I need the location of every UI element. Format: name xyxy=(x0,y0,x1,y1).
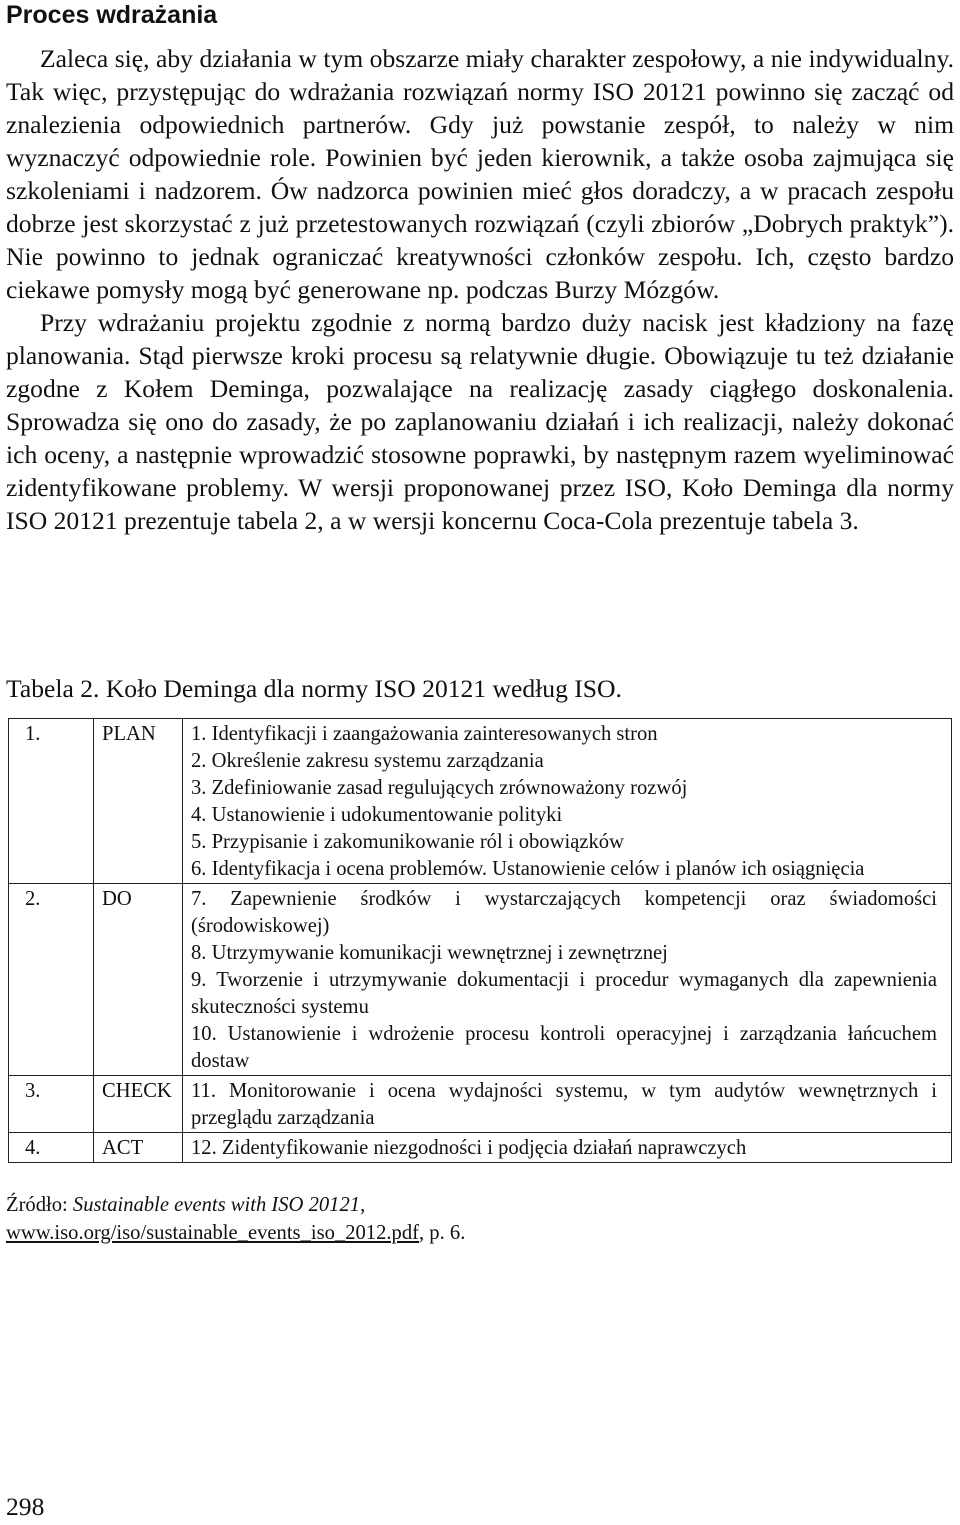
phase-items xyxy=(183,1076,952,1133)
phase-item: 3. Zdefiniowanie zasad regulujących zrównoważony rozwój xyxy=(191,777,688,799)
phase-item: 8. Utrzymywanie komunikacji wewnętrznej i zewnętrznej xyxy=(191,942,668,964)
phase-item: 1. Identyfikacji i zaangażowania zainteresowanych stron xyxy=(191,723,658,745)
row-number: 3. xyxy=(9,1076,94,1133)
row-number: 2. xyxy=(9,884,94,1076)
source-title: Sustainable events with ISO 20121 xyxy=(72,1194,361,1216)
phase-item: 7. Zapewnienie środków i wystarczających kompetencji oraz świadomości (środowiskowej) xyxy=(191,888,937,937)
table-row xyxy=(9,1076,952,1133)
table-row xyxy=(9,1133,952,1163)
phase-item: 11. Monitorowanie i ocena wydajności systemu, w tym audytów wewnętrznych i przeglądu zarządzania xyxy=(191,1080,937,1129)
table-row xyxy=(9,884,952,1076)
phase-item: 5. Przypisanie i zakomunikowanie ról i obowiązków xyxy=(191,831,624,853)
table-body xyxy=(9,719,952,1163)
deming-cycle-table xyxy=(8,718,952,1163)
source-prefix: Źródło: xyxy=(6,1194,73,1216)
phase-name: DO xyxy=(94,884,183,1076)
table-row xyxy=(9,719,952,884)
phase-name: CHECK xyxy=(94,1076,183,1133)
phase-name: PLAN xyxy=(94,719,183,884)
phase-item: 4. Ustanowienie i udokumentowanie polityki xyxy=(191,804,563,826)
phase-name: ACT xyxy=(94,1133,183,1163)
row-number: 4. xyxy=(9,1133,94,1163)
page-number: 298 xyxy=(6,1492,45,1521)
source-note xyxy=(6,1191,465,1247)
source-suffix: , p. 6. xyxy=(419,1222,466,1244)
phase-items xyxy=(183,1133,952,1163)
phase-item: 12. Zidentyfikowanie niezgodności i podjęcia działań naprawczych xyxy=(191,1137,747,1159)
phase-item: 6. Identyfikacja i ocena problemów. Ustanowienie celów i planów ich osiągnięcia xyxy=(191,858,865,880)
source-separator: , xyxy=(360,1194,366,1216)
paragraph: Zaleca się, aby działania w tym obszarze miały charakter zespołowy, a nie indywidualny. Tak więc, przystępując do wdrażania rozwiązań normy ISO 20121 powinno się zacząć od znalezienia odpowiednich partnerów. Gdy już powstanie zespół, to należy w nim wyznaczyć odpowiednie role. Powinien być jeden kierownik, a także osoba zajmująca się szkoleniami i nadzorem. Ów nadzorca powinien mieć głos doradczy, a w pracach zespołu dobrze jest skorzystać z już przetestowanych rozwiązań (czyli zbiorów „Dobrych praktyk”). Nie powinno to jednak ograniczać kreatywności członków zespołu. Ich, często bardzo ciekawe pomysły mogą być generowane np. podczas Burzy Mózgów. xyxy=(6,44,954,304)
row-number: 1. xyxy=(9,719,94,884)
phase-item: 9. Tworzenie i utrzymywanie dokumentacji i procedur wymaganych dla zapewnienia skuteczności systemu xyxy=(191,969,937,1018)
phase-item: 10. Ustanowienie i wdrożenie procesu kontroli operacyjnej i zarządzania łańcuchem dostaw xyxy=(191,1023,937,1072)
phase-items xyxy=(183,719,952,884)
phase-items xyxy=(183,884,952,1076)
table-caption: Tabela 2. Koło Deminga dla normy ISO 20121 według ISO. xyxy=(6,674,622,703)
paragraph: Przy wdrażaniu projektu zgodnie z normą bardzo duży nacisk jest kładziony na fazę planowania. Stąd pierwsze kroki procesu są relatywnie długie. Obowiązuje tu też działanie zgodne z Kołem Deminga, pozwalające na realizację zasady ciągłego doskonalenia. Sprowadza się ono do zasady, że po zaplanowaniu działań i ich realizacji, należy dokonać ich oceny, a następnie wprowadzić stosowne poprawki, by następnym razem wyeliminować zidentyfikowane problemy. W wersji proponowanej przez ISO, Koło Deminga dla normy ISO 20121 prezentuje tabela 2, a w wersji koncernu Coca-Cola prezentuje tabela 3. xyxy=(6,308,954,535)
body-text xyxy=(6,42,954,537)
source-link[interactable]: www.iso.org/iso/sustainable_events_iso_2012.pdf xyxy=(6,1222,419,1244)
section-heading: Proces wdrażania xyxy=(6,1,218,29)
phase-item: 2. Określenie zakresu systemu zarządzania xyxy=(191,750,544,772)
